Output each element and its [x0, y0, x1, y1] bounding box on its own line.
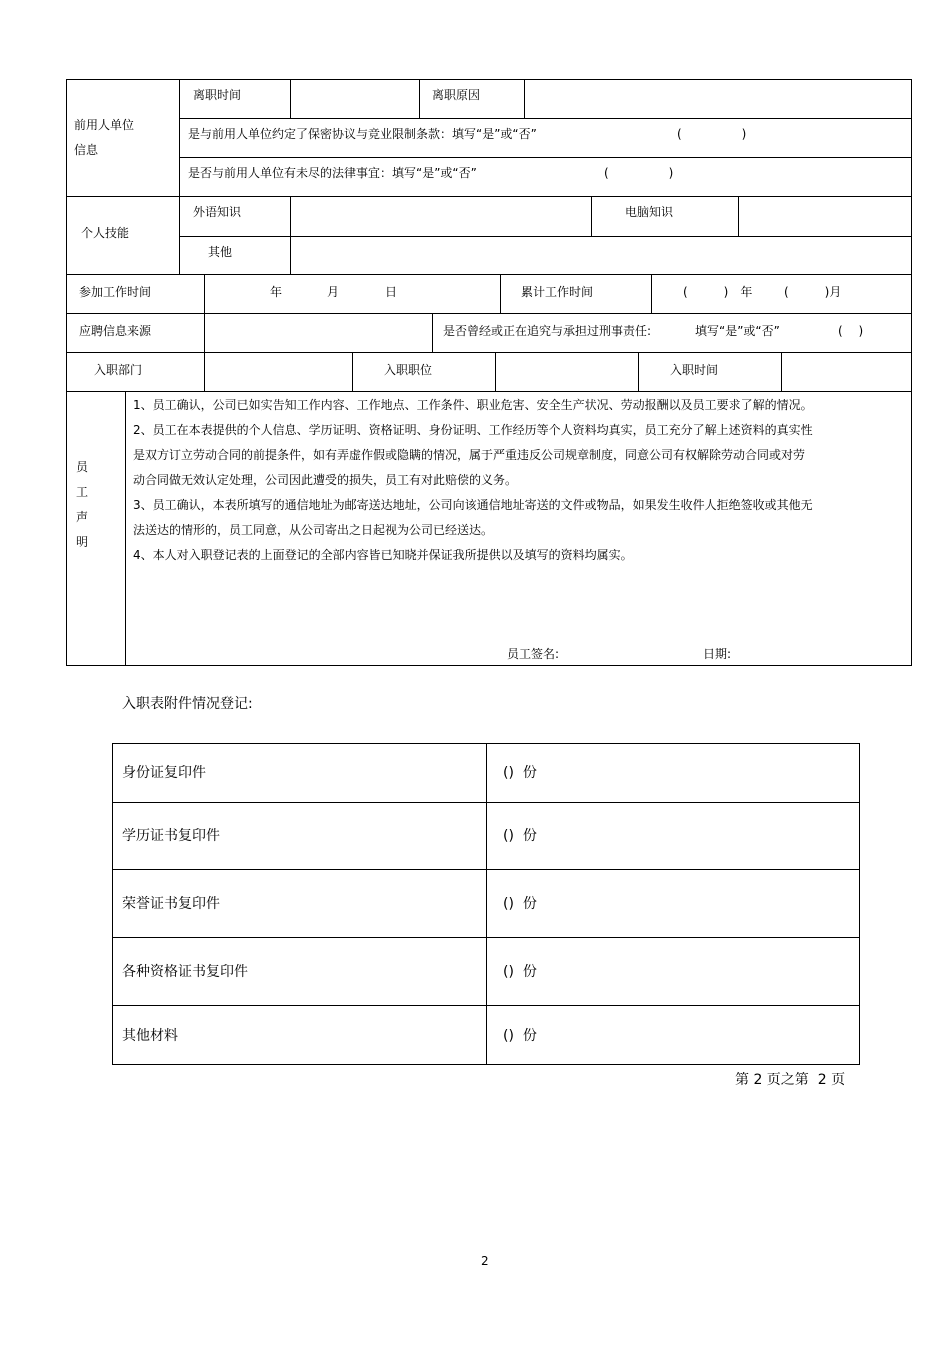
page-number: 2 [481, 1254, 489, 1268]
skills-label: 个人技能 [81, 226, 130, 240]
attachment-name: 各种资格证书复印件 [122, 964, 248, 980]
page-of-indicator: 第 2 页之第 2 页 [735, 1072, 846, 1088]
work-start-day[interactable]: 日 [385, 285, 398, 299]
declaration-text [133, 393, 813, 568]
attachment-count[interactable]: () 份 [503, 1028, 537, 1044]
signature-field[interactable] [568, 642, 688, 662]
position-field[interactable] [501, 362, 633, 384]
leave-reason-field[interactable] [530, 87, 905, 109]
attachment-count[interactable]: () 份 [503, 765, 537, 781]
legal-matters-answer[interactable]: ( ) [604, 166, 674, 180]
declaration-item-4: 4、本人对入职登记表的上面登记的全部内容皆已知晓并保证我所提供以及填写的资料均属实。 [133, 548, 633, 562]
signature-label: 员工签名: [507, 647, 560, 661]
declaration-item-1: 1、员工确认，公司已如实告知工作内容、工作地点、工作条件、职业危害、安全生产状况、劳动报酬以及员工要求了解的情况。 [133, 398, 813, 412]
computer-skills-field[interactable] [744, 204, 904, 226]
signature-date-field[interactable] [738, 642, 898, 662]
leave-time-field[interactable] [296, 87, 414, 109]
attachment-name: 学历证书复印件 [122, 828, 220, 844]
attachments-heading: 入职表附件情况登记: [122, 696, 253, 712]
declaration-item-2: 2、员工在本表提供的个人信息、学历证明、资格证明、身份证明、工作经历等个人资料均真实，员工充分了解上述资料的真实性是双方订立劳动合同的前提条件，如有弄虚作假或隐瞒的情况，属于严重违反公司规章制度，同意公司有权解除劳动合同或对劳动合同做无效认定处理，公司因此遭受的损失，员工有对此赔偿的义务。 [133, 423, 813, 487]
total-work-time-label: 累计工作时间 [521, 285, 594, 299]
legal-matters-question: 是否与前用人单位有未尽的法律事宜：填写“是”或“否” [188, 166, 477, 180]
attachment-name: 荣誉证书复印件 [122, 896, 220, 912]
total-work-months[interactable]: ( )月 [784, 285, 842, 299]
other-skills-field[interactable] [296, 244, 906, 266]
attachment-count[interactable]: () 份 [503, 896, 537, 912]
position-label: 入职职位 [384, 363, 433, 377]
attachment-name: 身份证复印件 [122, 765, 206, 781]
total-work-years[interactable]: ( ) 年 [683, 285, 753, 299]
job-source-label: 应聘信息来源 [79, 324, 152, 338]
attachment-count[interactable]: () 份 [503, 964, 537, 980]
attachment-name: 其他材料 [122, 1028, 178, 1044]
criminal-record-answer[interactable]: ( ) [838, 324, 864, 338]
criminal-record-fill-hint: 填写“是”或“否” [695, 324, 780, 338]
confidentiality-answer[interactable]: ( ) [677, 127, 747, 141]
computer-skills-label: 电脑知识 [625, 205, 674, 219]
confidentiality-question: 是与前用人单位约定了保密协议与竞业限制条款：填写“是”或“否” [188, 127, 537, 141]
work-start-label: 参加工作时间 [79, 285, 152, 299]
declaration-label: 员 工 声 明 [76, 460, 89, 549]
dept-label: 入职部门 [94, 363, 143, 377]
declaration-item-3: 3、员工确认，本表所填写的通信地址为邮寄送达地址，公司向该通信地址寄送的文件或物品，如果发生收件人拒绝签收或其他无法送达的情形的，员工同意，从公司寄出之日起视为公司已经送达。 [133, 498, 813, 537]
leave-reason-label: 离职原因 [432, 88, 481, 102]
work-start-year[interactable]: 年 [270, 285, 283, 299]
signature-date-label: 日期: [703, 647, 732, 661]
criminal-record-question: 是否曾经或正在追究与承担过刑事责任: [443, 324, 652, 338]
other-skills-label: 其他 [208, 245, 233, 259]
work-start-month[interactable]: 月 [327, 285, 340, 299]
former-employer-label: 前用人单位 信息 [74, 118, 135, 157]
leave-time-label: 离职时间 [193, 88, 242, 102]
job-source-field[interactable] [210, 323, 426, 345]
start-date-label: 入职时间 [670, 363, 719, 377]
start-date-field[interactable] [787, 362, 905, 384]
foreign-language-label: 外语知识 [193, 205, 242, 219]
attachment-count[interactable]: () 份 [503, 828, 537, 844]
foreign-language-field[interactable] [296, 204, 586, 226]
dept-field[interactable] [210, 362, 346, 384]
